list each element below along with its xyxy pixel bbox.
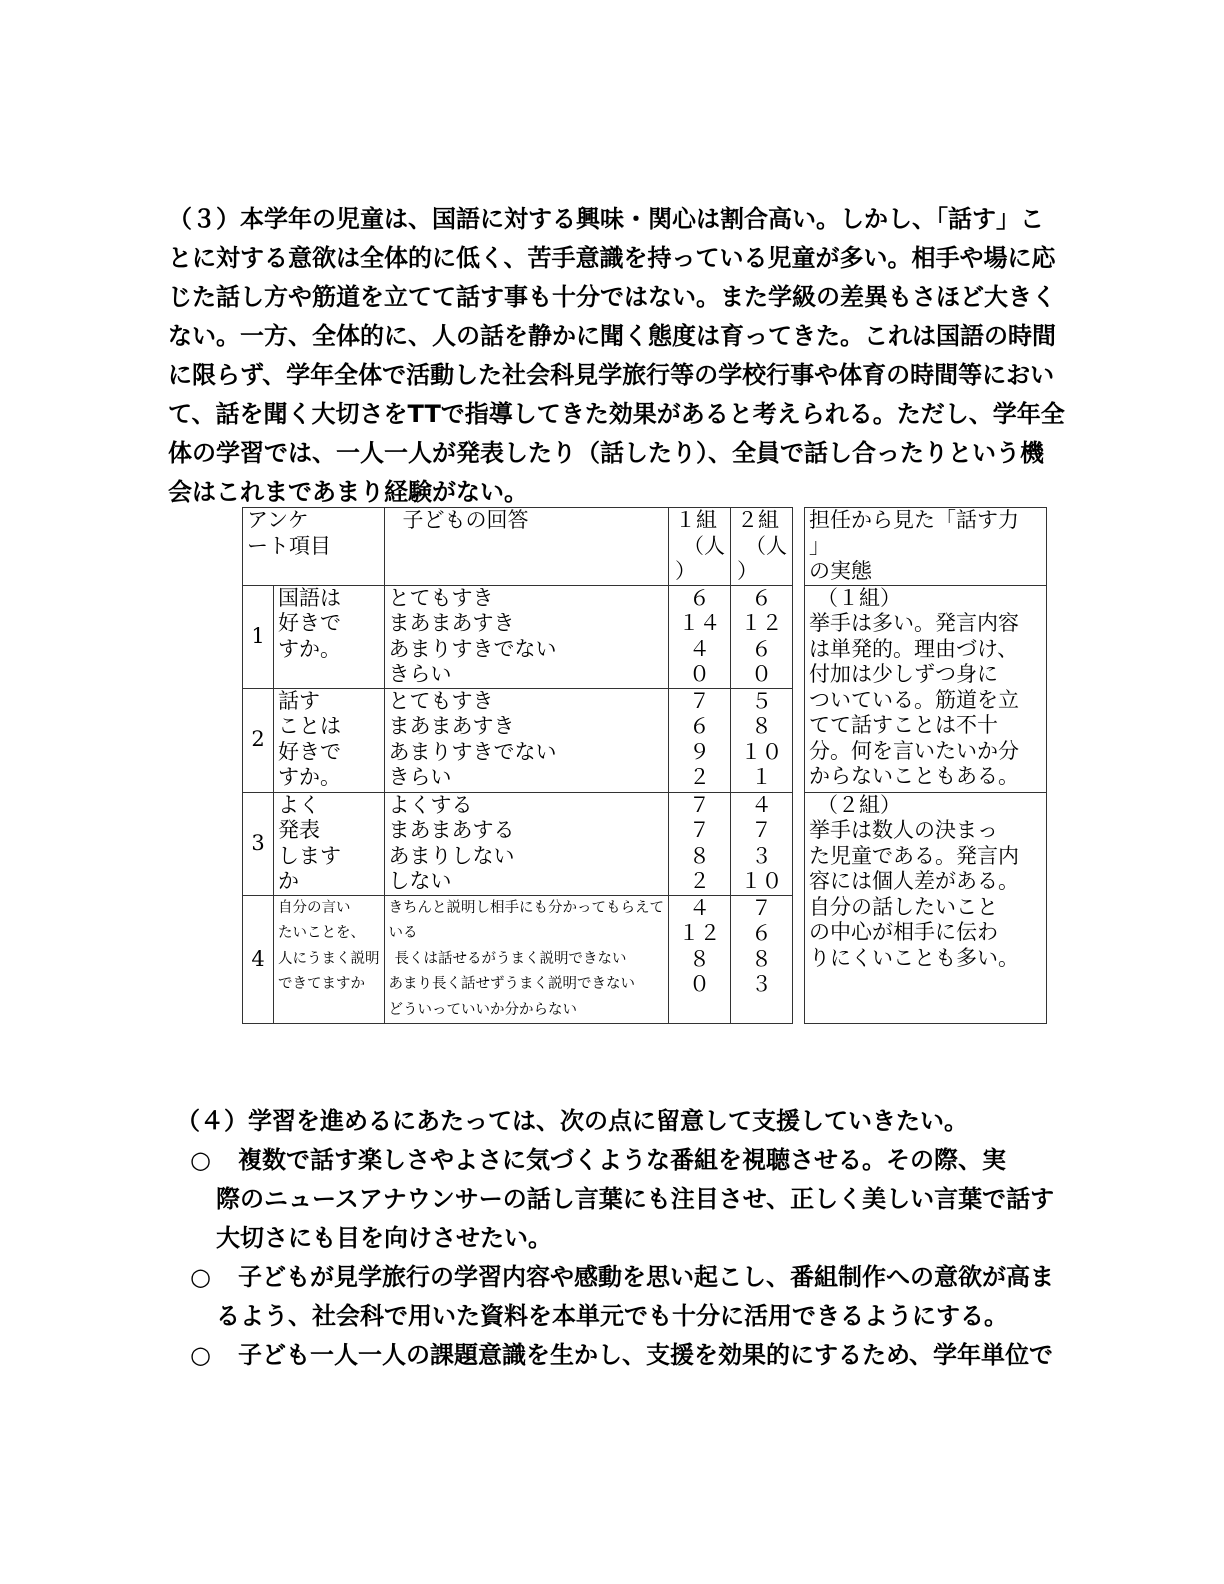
bullet-circle-icon: ○	[190, 1146, 211, 1174]
answer-options: とてもすき まあまあすき あまりすきでない きらい	[384, 688, 669, 792]
list-item: ○ 子ども一人一人の課題意識を生かし、支援を効果的にするため、学年単位で	[176, 1336, 1056, 1375]
row-number: 3	[243, 792, 274, 895]
text-line: に限らず、学年全体で活動した社会科見学旅行等の学校行事や体育の時間等におい	[168, 361, 1055, 389]
class-2-counts: ５ ８ １０ １	[731, 688, 793, 792]
section-4-heading: （４）学習を進めるにあたっては、次の点に留意して支援していきたい。	[176, 1107, 968, 1135]
bullet-circle-icon: ○	[190, 1341, 211, 1369]
row-number: 2	[243, 688, 274, 792]
header-class-2: ２組 （人 ）	[731, 508, 793, 586]
survey-question: 話す ことは 好きで すか。	[274, 688, 385, 792]
class-2-counts: ４ ７ ３ １０	[731, 792, 793, 895]
text-line: るよう、社会科で用いた資料を本単元でも十分に活用できるようにする。	[216, 1302, 1008, 1330]
text-line: （３）本学年の児童は、国語に対する興味・関心は割合高い。しかし、「話す」こ	[168, 205, 1044, 233]
list-item: ○ 複数で話す楽しさやよさに気づくような番組を視聴させる。その際、実	[176, 1141, 1056, 1180]
list-item: ○ 子どもが見学旅行の学習内容や感動を思い起こし、番組制作への意欲が高ま	[176, 1258, 1056, 1297]
table-row	[243, 585, 1047, 688]
class-2-counts: ７ ６ ８ ３	[731, 895, 793, 1024]
class-2-counts: ６ １２ ６ ０	[731, 585, 793, 688]
table-header-row	[243, 508, 1047, 586]
header-teacher-observation: 担任から見た「話す力 」 の実態	[805, 508, 1047, 586]
text-line: て、話を聞く大切さをTTで指導してきた効果があると考えられる。ただし、学年全	[168, 400, 1065, 428]
text-line: 会はこれまであまり経験がない。	[168, 478, 528, 506]
answer-options: きちんと説明し相手にも分かってもらえて いる 長くは話せるがうまく説明できない あまり長く話せずうまく説明できない どういっていいか分からない	[384, 895, 669, 1024]
survey-question: 自分の言い たいことを、 人にうまく説明 できてますか	[274, 895, 385, 1024]
text-line: じた話し方や筋道を立てて話す事も十分ではない。また学級の差異もさほど大きく	[168, 283, 1056, 311]
class-1-counts: ７ ７ ８ ２	[669, 792, 731, 895]
row-number: 1	[243, 585, 274, 688]
answer-options: よくする まあまあする あまりしない しない	[384, 792, 669, 895]
section-4	[176, 1102, 1056, 1375]
header-survey-item: アンケ ート項目	[243, 508, 385, 586]
text-line: 大切さにも目を向けさせたい。	[216, 1224, 552, 1252]
survey-table	[242, 507, 1047, 1024]
header-child-answer: 子どもの回答	[384, 508, 669, 586]
survey-question: 国語は 好きで すか。	[274, 585, 385, 688]
row-number: 4	[243, 895, 274, 1024]
section-3-paragraph	[168, 200, 1065, 512]
text-line: 際のニュースアナウンサーの話し言葉にも注目させ、正しく美しい言葉で話す	[216, 1185, 1055, 1213]
bullet-circle-icon: ○	[190, 1263, 211, 1291]
class-1-counts: ６ １４ ４ ０	[669, 585, 731, 688]
answer-options: とてもすき まあまあすき あまりすきでない きらい	[384, 585, 669, 688]
text-line: 体の学習では、一人一人が発表したり（話したり）、全員で話し合ったりという機	[168, 439, 1044, 467]
text-line: とに対する意欲は全体的に低く、苦手意識を持っている児童が多い。相手や場に応	[168, 244, 1056, 272]
survey-question: よく 発表 します か	[274, 792, 385, 895]
class-1-counts: ７ ６ ９ ２	[669, 688, 731, 792]
observation-class-1: （１組） 挙手は多い。発言内容 は単発的。理由づけ、 付加は少しずつ身に ついている。筋道を立 てて話すことは不十 分。何を言いたいか分 からないこともある。	[805, 585, 1047, 792]
observation-class-2: （２組） 挙手は数人の決まっ た児童である。発言内 容には個人差がある。 自分の話したいこと の中心が相手に伝わ りにくいことも多い。	[805, 792, 1047, 1024]
text-line: ない。一方、全体的に、人の話を静かに聞く態度は育ってきた。これは国語の時間	[168, 322, 1056, 350]
class-1-counts: ４ １２ ８ ０	[669, 895, 731, 1024]
header-class-1: １組 （人 ）	[669, 508, 731, 586]
table-row	[243, 792, 1047, 895]
